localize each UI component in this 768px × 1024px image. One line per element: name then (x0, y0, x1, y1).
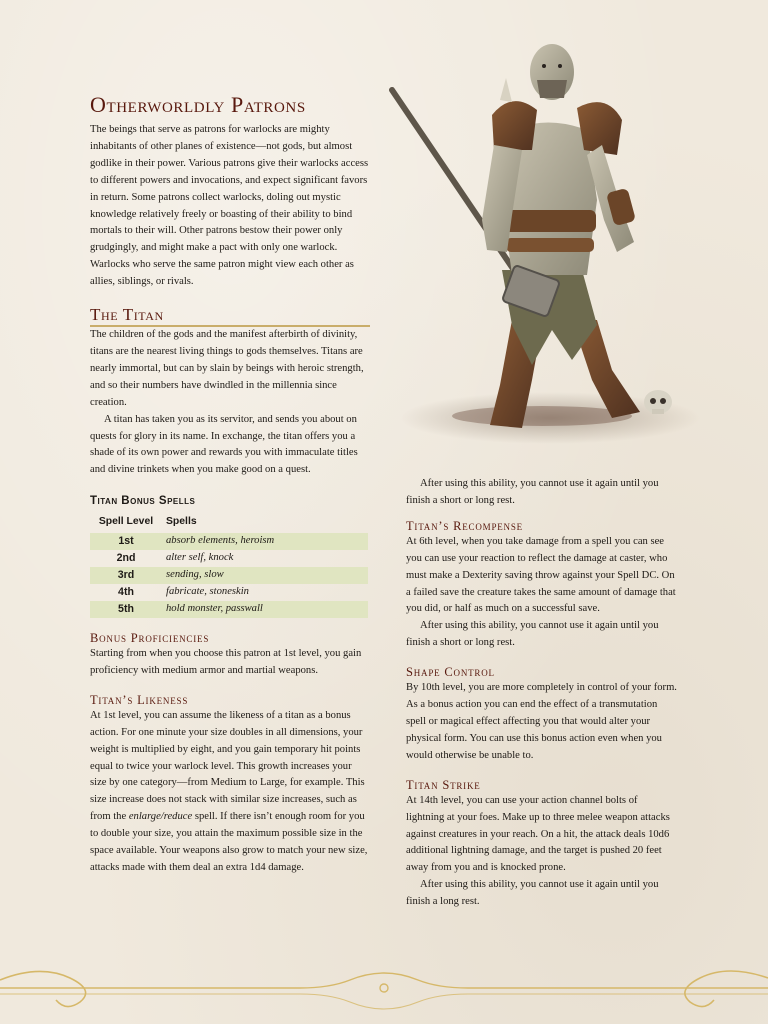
spells-cell: alter self, knock (166, 552, 234, 564)
recompense-text: At 6th level, when you take damage from a spell you can see you can use your reaction to reflect the damage at caster, who must make a Dexterity saving throw against your Spell DC. On a failed save the creature takes the same amount of damage that you did, or half as much on a successful save. (406, 535, 676, 615)
recompense-paragraph-2: After using this ability, you cannot use it again until you finish a short or long rest. (406, 620, 659, 649)
table-row (90, 550, 368, 567)
table-header-row (90, 512, 368, 533)
spell-level-cell: 1st (90, 533, 162, 550)
skull-icon (644, 390, 672, 414)
shape-control-heading: Shape Control (406, 665, 495, 680)
column-header-spells: Spells (166, 516, 197, 528)
enlarge-reduce-spell: enlarge/reduce (128, 811, 193, 823)
spells-cell: sending, slow (162, 567, 368, 584)
table-row (90, 567, 368, 584)
spell-level-cell: 4th (118, 586, 134, 599)
likeness-heading: Titan’s Likeness (90, 692, 189, 707)
likeness-text (90, 708, 370, 877)
titan-strike-text: At 14th level, you can use your action channel bolts of lightning at your foes. Make up to three melee weapon attacks against creatures in your reach. On a hit, the attack deals 10d6 additional lightning damage, and the target is pushed 20 feet away from you and is knocked prone. (406, 794, 670, 874)
titan-warrior-illustration (372, 20, 702, 450)
bonus-proficiencies-text: Starting from when you choose this patron at 1st level, you gain proficiency with medium armor and martial weapons. (90, 648, 362, 676)
table-row (90, 533, 368, 550)
titan-strike-paragraph-2: After using this ability, you cannot use it again until you finish a long rest. (406, 879, 659, 908)
spell-level-cell: 5th (90, 601, 162, 618)
shape-control-text: By 10th level, you are more completely in control of your form. As a bonus action you can end the effect of a transmutation spell or magical effect affecting you that would alter your physical form. You can use this bonus action even when you would otherwise be unable to. (406, 682, 677, 761)
likeness-text-before: At 1st level, you can assume the likeness of a titan as a bonus action. For one minute your size doubles in all dimensions, your weight is multiplied by eight, and you gain temporary hit points equal to twice your warlock level. This growth increases your size by one category—from Medium to Large, for example. This size increase does not stack with similar size increases, such as from the (90, 709, 365, 823)
spells-cell: fabricate, stoneskin (166, 586, 249, 598)
bonus-proficiencies-heading: Bonus Proficiencies (90, 631, 210, 646)
titan-paragraph-1: The children of the gods and the manifest afterbirth of divinity, titans are the nearest living things to gods themselves. Titans are nearly immortal, but can by slain by beings with heroic strength, and so their numbers have dwindled in the millennia since creation. (90, 329, 364, 408)
spells-cell: absorb elements, heroism (162, 533, 368, 550)
titan-heading: The Titan (90, 305, 370, 327)
column-header-level: Spell Level (98, 516, 154, 528)
titan-strike-heading: Titan Strike (406, 777, 481, 792)
spell-level-cell: 2nd (116, 552, 136, 565)
titan-bonus-spells-table (90, 512, 368, 618)
main-title: Otherworldly Patrons (90, 92, 306, 117)
spells-table-heading: Titan Bonus Spells (90, 495, 196, 508)
right-column (406, 476, 678, 911)
likeness-continued: After using this ability, you cannot use it again until you finish a short or long rest. (406, 478, 659, 506)
gold-filigree-footer (0, 958, 768, 1018)
recompense-heading: Titan’s Recompense (406, 518, 523, 533)
table-row (90, 601, 368, 618)
intro-paragraph: The beings that serve as patrons for warlocks are mighty inhabitants of other planes of existence—not gods, but almost godlike in their power. Various patrons give their warlocks access to different powers and invocations, and expect significant favors in return. Some patrons collect warlocks, doling out mystic knowledge relatively freely or boasting of their ability to bind mortals to their will. Other patrons bestow their power only grudgingly, and might make a pact with only one warlock. Warlocks who serve the same patron might view each other as allies, siblings, or rivals. (90, 124, 369, 288)
spells-cell: hold monster, passwall (162, 601, 368, 618)
left-column (90, 92, 370, 877)
table-row (90, 584, 368, 601)
likeness-text-after: spell. If there isn’t enough room for you to double your size, you attain the maximum possible size in the space available. Your weapons also grow to match your new size, attacks made with them deal an extra 1d4 damage. (90, 811, 368, 873)
titan-paragraph-2: A titan has taken you as its servitor, and sends you about on quests for glory in its name. In exchange, the titan offers you a shade of its own power and rewards you with immaculate titles and divine trinkets when you make good on a quest. (90, 413, 358, 476)
spell-level-cell: 3rd (90, 567, 162, 584)
